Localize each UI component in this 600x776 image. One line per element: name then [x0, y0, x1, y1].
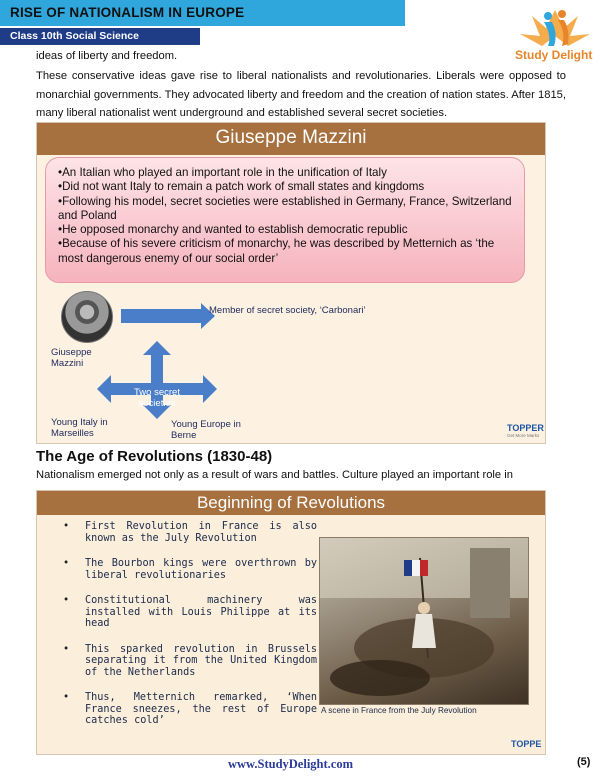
page-title: RISE OF NATIONALISM IN EUROPE: [10, 5, 245, 20]
bullet-item: • Did not want Italy to remain a patch work of small states and kingdoms: [58, 180, 514, 194]
footer-url[interactable]: www.StudyDelight.com: [228, 757, 354, 771]
bullet-item: • First Revolution in France is also known as the July Revolution: [55, 521, 317, 544]
bullet-item: • The Bourbon kings were overthrown by liberal revolutionaries: [55, 558, 317, 581]
bullet-item: • He opposed monarchy and wanted to establish democratic republic: [58, 223, 514, 237]
mazzini-slide: [36, 122, 546, 444]
topper-subtext: Get More Marks: [507, 433, 540, 438]
painting-scene-icon: [320, 538, 528, 704]
center-label: Two secret societies: [134, 387, 180, 409]
slide-title: Giuseppe Mazzini: [215, 127, 367, 148]
bullet-item: • Constitutional machinery was installed with Louis Philippe at its head: [55, 595, 317, 630]
bullet-box: [45, 157, 525, 283]
slide-title-bar: [37, 491, 545, 515]
painting-caption: A scene in France from the July Revolution: [321, 706, 477, 715]
bullet-list: [46, 158, 524, 266]
portrait-label: Giuseppe Mazzini: [51, 347, 92, 369]
logo-text: Study Delight: [515, 48, 593, 62]
topper-text: TOPPER: [507, 423, 544, 433]
bullet-item: • Because of his severe criticism of monarchy, he was described by Metternich as ‘the most dangerous enemy of our social order’: [58, 237, 514, 266]
page-number: (5): [577, 756, 591, 768]
topper-logo: TOPPE: [511, 739, 542, 749]
bullet-item: • Thus, Metternich remarked, ‘When France sneezes, the rest of Europe catches cold’: [55, 692, 317, 727]
paragraph-1: ideas of liberty and freedom.: [36, 50, 178, 62]
section-heading: The Age of Revolutions (1830-48): [36, 448, 273, 465]
bullet-list: [55, 521, 317, 741]
young-italy-label: Young Italy in Marseilles: [51, 417, 108, 439]
class-subtitle: Class 10th Social Science: [10, 30, 139, 42]
arrow-right-icon: [121, 309, 201, 323]
revolutions-slide: [36, 490, 546, 755]
member-label: Member of secret society, ‘Carbonari’: [209, 305, 366, 316]
subheader-bar: [0, 28, 200, 45]
mazzini-portrait: [61, 291, 113, 343]
bullet-item: • Following his model, secret societies were established in Germany, France, Switzerland and Poland: [58, 195, 514, 224]
topper-logo: [507, 423, 544, 438]
paragraph-2: These conservative ideas gave rise to liberal nationalists and revolutionaries. Liberals were opposed to monarchial governments. They advocated liberty and freedom and the creation of nation states. After 1815, many liberal nationalist went underground and established several secret societies.: [36, 70, 566, 119]
young-europe-label: Young Europe in Berne: [171, 419, 241, 441]
bullet-item: • This sparked revolution in Brussels separating it from the United Kingdom of the Netherlands: [55, 644, 317, 679]
slide-title-bar: [37, 123, 545, 155]
july-revolution-painting: [319, 537, 529, 705]
bullet-item: • An Italian who played an important role in the unification of Italy: [58, 166, 514, 180]
slide-title: Beginning of Revolutions: [196, 493, 386, 512]
paragraph-3: Nationalism emerged not only as a result of wars and battles. Culture played an important role in: [36, 469, 513, 481]
